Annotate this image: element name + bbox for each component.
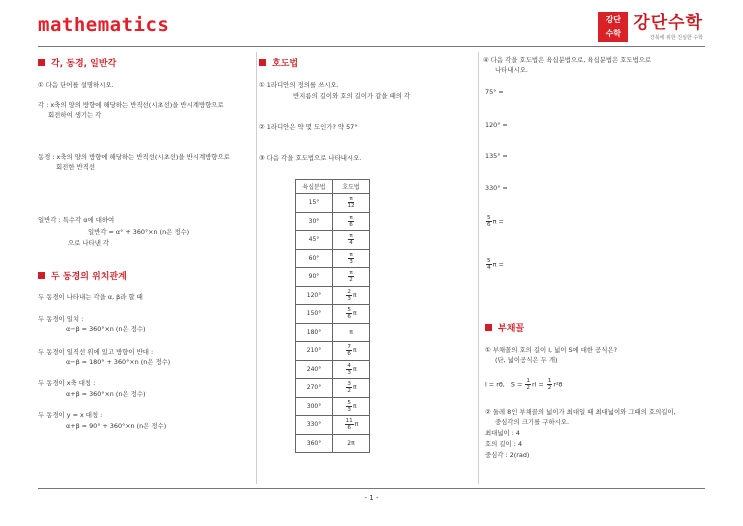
degree-cell: 330° <box>296 416 333 435</box>
formula-arc: l = rθ, <box>485 380 505 389</box>
degree-cell: 120° <box>296 286 333 305</box>
pi-symbol: π <box>352 384 357 392</box>
table-row <box>296 212 370 231</box>
brand-name: 강단수학 <box>633 12 703 33</box>
degree-cell: 300° <box>296 397 333 416</box>
relation-1-title: 두 동경이 일치 : <box>38 315 84 323</box>
sector-q1-line2: (단, 넓이공식은 두 개) <box>495 356 558 364</box>
degree-cell: 180° <box>296 323 333 342</box>
radian-q2: ② 1라디안은 약 몇 도인가? 약 57° <box>259 123 358 131</box>
relation-2-eq: α−β = 180° + 360°×n (n은 정수) <box>66 358 171 366</box>
degree-cell: 60° <box>296 249 333 268</box>
table-row <box>296 434 370 453</box>
footer-rule <box>38 488 705 489</box>
question-1: ① 다음 단어를 설명하시오. <box>38 81 114 89</box>
degree-cell: 150° <box>296 305 333 324</box>
logo: mathematics <box>38 14 170 36</box>
table-row <box>296 397 370 416</box>
radian-value: 2π <box>347 439 355 447</box>
radian-q3: ③ 다음 각을 호도법으로 나타내시오. <box>259 154 362 162</box>
page-number: - 1 - <box>364 494 379 502</box>
formula-area-label: S = <box>510 380 523 389</box>
exercise-135: 135° = <box>485 152 508 160</box>
brand-emblem <box>598 12 628 42</box>
frac-denominator: 6 <box>347 351 351 358</box>
table-row <box>296 379 370 398</box>
angle-def-line2: 회전하여 생기는 각 <box>48 111 102 119</box>
pi-symbol: π <box>352 402 357 410</box>
radian-cell <box>333 249 370 268</box>
radian-cell <box>333 286 370 305</box>
ray-def-line2: 회전한 반직선 <box>56 163 96 171</box>
table-header-radian: 호도법 <box>333 180 370 194</box>
frac-denominator: 4 <box>487 265 491 271</box>
radian-cell <box>333 360 370 379</box>
table-header-degree: 육십분법 <box>296 180 333 194</box>
radian-cell <box>333 305 370 324</box>
column-divider <box>478 52 479 484</box>
frac-numerator: 5 <box>487 258 491 264</box>
pi-symbol: π <box>354 421 359 429</box>
frac-numerator: 5 <box>487 215 491 221</box>
formula-rl: rl = <box>531 380 544 389</box>
radian-cell <box>333 268 370 287</box>
relation-3-eq: α+β = 360°×n (n은 정수) <box>66 390 146 398</box>
brand-emblem-top: 강단 <box>605 15 622 24</box>
table-row <box>296 342 370 361</box>
frac-denominator: 6 <box>347 314 351 321</box>
section-title-sector: 부채꼴 <box>485 321 524 334</box>
frac-numerator: 5 <box>347 399 351 406</box>
section-title-angles: 각, 동경, 일반각 <box>38 56 116 69</box>
sector-q2-line1: ② 둘레 8인 부채꼴의 넓이가 최대일 때 최대넓이와 그때의 호의길이, <box>485 408 676 416</box>
header-rule <box>38 46 705 47</box>
frac-denominator: 2 <box>547 385 552 391</box>
exercise-75: 75° = <box>485 88 504 96</box>
frac-numerator: 4 <box>347 362 351 369</box>
frac-denominator: 3 <box>347 295 351 302</box>
frac-numerator: 5 <box>347 307 351 314</box>
table-row <box>296 194 370 213</box>
degree-cell: 30° <box>296 212 333 231</box>
relation-1-eq: α−β = 360°×n (n은 정수) <box>66 325 146 333</box>
radian-cell <box>333 379 370 398</box>
section-square-icon <box>259 59 266 66</box>
table-row <box>296 323 370 342</box>
frac-denominator: 12 <box>347 203 355 210</box>
table-row <box>296 416 370 435</box>
degree-cell: 15° <box>296 194 333 213</box>
formula-r2theta: r²θ <box>553 380 563 389</box>
frac-numerator: π <box>349 214 353 221</box>
radian-cell <box>333 231 370 250</box>
frac-denominator: 4 <box>349 240 353 247</box>
degree-cell: 210° <box>296 342 333 361</box>
section-title-relations: 두 동경의 위치관계 <box>38 269 127 282</box>
general-angle-formula: 일반각 = α° + 360°×n (n은 정수) <box>88 228 190 236</box>
exercise-120: 120° = <box>485 121 508 129</box>
frac-denominator: 2 <box>526 385 530 391</box>
sector-formula <box>485 378 562 391</box>
radian-cell <box>333 416 370 435</box>
frac-numerator: π <box>349 251 353 258</box>
degree-cell: 90° <box>296 268 333 287</box>
relation-3-title: 두 동경이 x축 대칭 : <box>38 379 96 387</box>
section-square-icon <box>38 59 45 66</box>
brand-slogan: 강북에 위한 진심한 수학 <box>649 34 703 41</box>
exercise-5-6-pi <box>485 215 504 228</box>
brand-block <box>598 12 703 42</box>
table-row <box>296 231 370 250</box>
sector-q2-line2: 중심각의 크기를 구하시오. <box>495 418 570 426</box>
pi-symbol: π <box>352 291 357 299</box>
conversion-table <box>295 179 370 453</box>
frac-denominator: 3 <box>347 406 351 413</box>
frac-numerator: 7 <box>347 344 351 351</box>
radian-value: π <box>349 328 353 336</box>
frac-numerator: 11 <box>345 418 353 425</box>
table-row <box>296 360 370 379</box>
degree-cell: 45° <box>296 231 333 250</box>
radian-cell <box>333 397 370 416</box>
frac-numerator: π <box>349 270 353 277</box>
angle-def-line1: 각 : x축의 양의 방향에 해당하는 반직선(시초선)을 반시계방향으로 <box>38 101 224 109</box>
general-angle-line1: 일반각 : 특수각 α에 대하여 <box>38 216 115 224</box>
frac-numerator: 2 <box>347 288 351 295</box>
answer-max-area: 최대넓이 : 4 <box>485 429 520 437</box>
frac-numerator: π <box>349 233 353 240</box>
column-divider <box>256 52 257 484</box>
column-exercises <box>481 52 707 484</box>
radian-cell <box>333 342 370 361</box>
exercise-q4-line1: ④ 다음 각을 호도법은 육십분법으로, 육십분법은 호도법으로 <box>483 56 652 64</box>
exercise-tail: π = <box>492 217 504 226</box>
degree-cell: 240° <box>296 360 333 379</box>
table-row <box>296 268 370 287</box>
frac-numerator: 1 <box>526 378 530 384</box>
exercise-tail: π = <box>492 260 504 269</box>
relation-2-title: 두 동경이 일직선 위에 있고 방향이 반대 : <box>38 348 154 356</box>
exercise-5-4-pi <box>485 258 504 271</box>
column-angles <box>38 52 253 484</box>
column-radian <box>259 52 474 484</box>
frac-denominator: 6 <box>347 425 351 432</box>
frac-denominator: 3 <box>349 258 353 265</box>
answer-central-angle: 중심각 : 2(rad) <box>485 451 530 459</box>
radian-q1-answer: 반지름의 길이와 호의 길이가 같을 때의 각 <box>293 92 411 100</box>
pi-symbol: π <box>352 347 357 355</box>
table-row <box>296 305 370 324</box>
table-header-row <box>296 180 370 194</box>
radian-cell <box>333 323 370 342</box>
frac-numerator: 3 <box>347 381 351 388</box>
radian-cell <box>333 434 370 453</box>
section-square-icon <box>485 324 492 331</box>
sector-q1-line1: ① 부채꼴의 호의 길이 l, 넓이 S에 대한 공식은? <box>485 346 618 354</box>
degree-cell: 270° <box>296 379 333 398</box>
frac-denominator: 3 <box>347 369 351 376</box>
frac-numerator: 1 <box>547 378 552 384</box>
brand-emblem-bottom: 수학 <box>605 29 622 38</box>
frac-denominator: 2 <box>347 388 351 395</box>
frac-denominator: 2 <box>349 277 353 284</box>
radian-cell <box>333 212 370 231</box>
relation-intro: 두 동경이 나타내는 각을 α, β라 할 때 <box>38 293 143 301</box>
radian-cell <box>333 194 370 213</box>
table-row <box>296 249 370 268</box>
frac-numerator: π <box>349 196 353 203</box>
section-title-radian: 호도법 <box>259 56 298 69</box>
frac-denominator: 6 <box>349 221 353 228</box>
pi-symbol: π <box>352 365 357 373</box>
general-angle-line3: 으로 나타낸 각 <box>68 239 110 247</box>
answer-arc-length: 호의 길이 : 4 <box>485 440 523 448</box>
table-row <box>296 286 370 305</box>
radian-q1: ① 1라디안의 정의를 쓰시오. <box>259 81 339 89</box>
ray-def-line1: 동경 : x축의 양의 방향에 해당하는 반직선(시초선)을 반시계방향으로 <box>38 153 230 161</box>
relation-4-eq: α+β = 90° + 360°×n (n은 정수) <box>66 422 167 430</box>
degree-cell: 360° <box>296 434 333 453</box>
exercise-q4-line2: 나타내시오. <box>495 66 528 74</box>
pi-symbol: π <box>352 310 357 318</box>
frac-denominator: 6 <box>487 222 491 228</box>
relation-4-title: 두 동경이 y = x 대칭 : <box>38 411 103 419</box>
section-square-icon <box>38 272 45 279</box>
exercise-330: 330° = <box>485 184 508 192</box>
